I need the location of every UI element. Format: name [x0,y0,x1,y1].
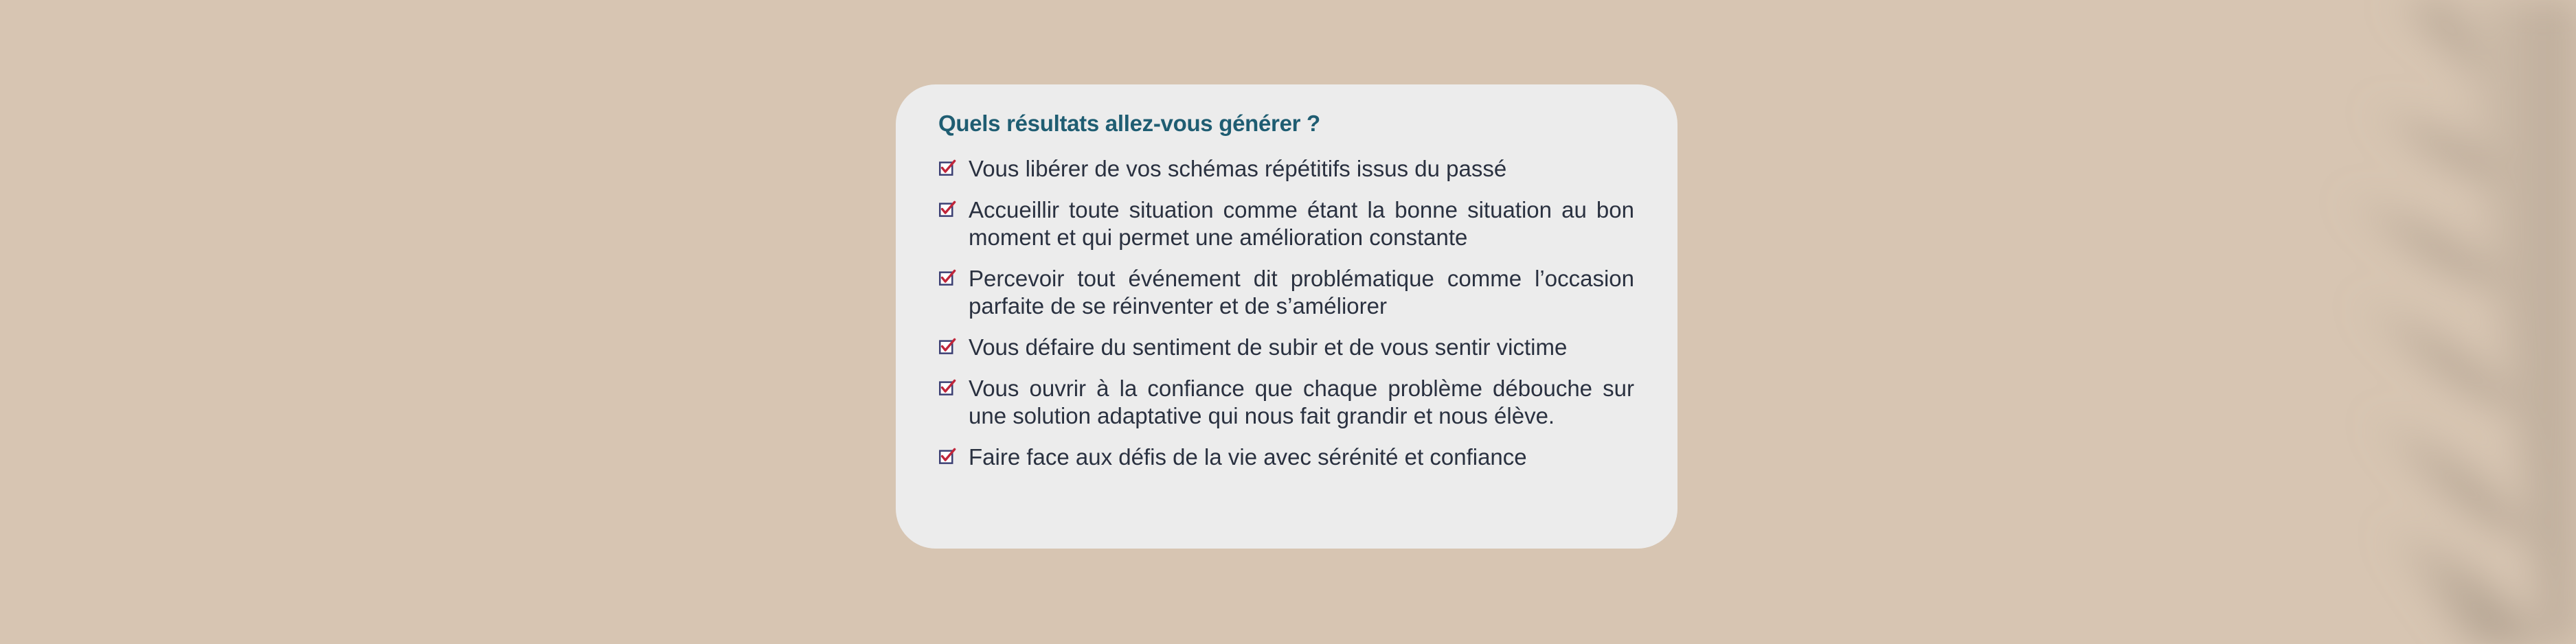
list-item-text: Vous libérer de vos schémas répétitifs issus du passé [969,156,1507,181]
list-item-text: Accueillir toute situation comme étant la bonne situation au bon moment et qui permet une amélioration constante [969,197,1634,250]
list-item [938,444,1634,471]
list-item-text: Vous défaire du sentiment de subir et de vous sentir victime [969,334,1568,360]
list-item-text: Percevoir tout événement dit problématique comme l’occasion parfaite de se réinventer et de s’améliorer [969,266,1634,319]
list-item-text: Vous ouvrir à la confiance que chaque problème débouche sur une solution adaptative qui nous fait grandir et nous élève. [969,376,1634,428]
card-title: Quels résultats allez-vous générer ? [938,111,1320,136]
list-item [938,196,1634,251]
list-item [938,334,1634,361]
results-list [938,155,1634,471]
list-item-text: Faire face aux défis de la vie avec sérénité et confiance [969,444,1527,470]
list-item [938,155,1634,183]
list-item [938,375,1634,430]
checked-box-icon [938,268,957,287]
checked-box-icon [938,159,957,177]
checked-box-icon [938,200,957,218]
results-card [896,84,1677,549]
checked-box-icon [938,447,957,465]
list-item [938,265,1634,320]
checked-box-icon [938,378,957,397]
checked-box-icon [938,337,957,356]
